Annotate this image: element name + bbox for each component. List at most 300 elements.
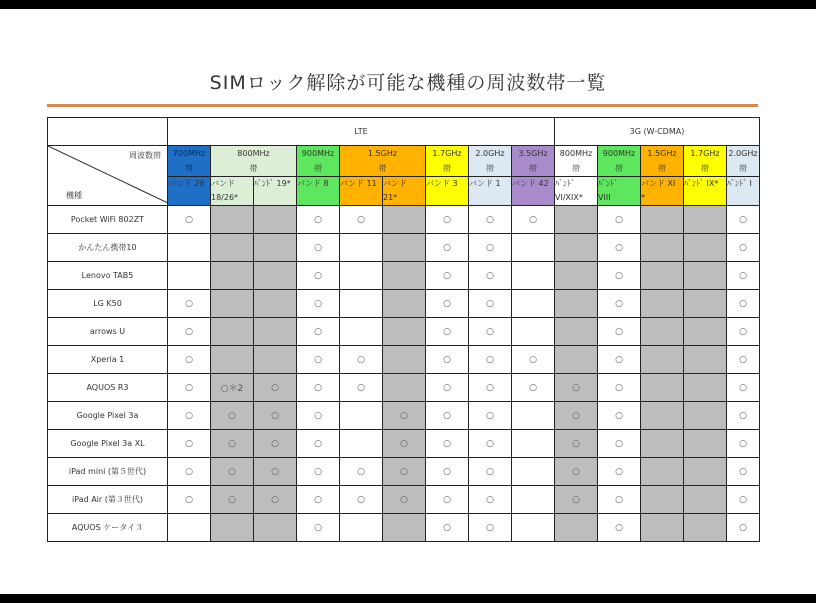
support-mark: ○ <box>443 466 451 477</box>
support-cell <box>641 374 684 402</box>
band-header-7: バンド 1 <box>469 177 512 206</box>
support-mark: ○ <box>185 382 193 393</box>
support-cell <box>555 346 598 374</box>
device-name: AQUOS ケータイ３ <box>48 514 168 542</box>
support-cell <box>727 346 760 374</box>
support-mark: ○＊2 <box>220 384 244 394</box>
table-row <box>48 402 760 430</box>
support-cell <box>211 290 254 318</box>
support-cell <box>727 374 760 402</box>
band-header-5: バンド 21* <box>383 177 426 206</box>
support-cell <box>684 262 727 290</box>
support-cell <box>168 374 211 402</box>
support-mark: ○ <box>314 438 322 449</box>
support-mark: ○ <box>228 466 236 477</box>
support-cell <box>684 234 727 262</box>
support-mark: ○ <box>228 410 236 421</box>
support-mark: ○ <box>615 270 623 281</box>
support-cell <box>469 206 512 234</box>
support-cell <box>211 318 254 346</box>
freq-header-7: 2.0GHz 帯 <box>469 146 512 177</box>
support-mark: ○ <box>615 214 623 225</box>
corner-spacer <box>48 118 168 146</box>
support-mark: ○ <box>486 466 494 477</box>
support-cell <box>211 402 254 430</box>
support-cell <box>340 514 383 542</box>
support-mark: ○ <box>486 242 494 253</box>
support-cell <box>254 486 297 514</box>
support-mark: ○ <box>314 382 322 393</box>
support-mark: ○ <box>572 438 580 449</box>
support-cell <box>598 234 641 262</box>
support-mark: ○ <box>739 354 747 365</box>
support-cell <box>254 262 297 290</box>
support-cell <box>512 458 555 486</box>
support-cell <box>254 290 297 318</box>
support-cell <box>168 234 211 262</box>
support-mark: ○ <box>185 466 193 477</box>
support-mark: ○ <box>314 494 322 505</box>
support-cell <box>512 206 555 234</box>
support-cell <box>641 234 684 262</box>
support-cell <box>684 486 727 514</box>
support-cell <box>168 262 211 290</box>
support-mark: ○ <box>739 494 747 505</box>
freq-header-6: 1.7GHz 帯 <box>426 146 469 177</box>
support-cell <box>211 262 254 290</box>
table-row <box>48 514 760 542</box>
support-mark: ○ <box>739 382 747 393</box>
support-cell <box>297 318 340 346</box>
support-mark: ○ <box>314 298 322 309</box>
support-cell <box>297 262 340 290</box>
support-cell <box>340 430 383 458</box>
support-mark: ○ <box>443 494 451 505</box>
support-cell <box>426 346 469 374</box>
corner-cell <box>48 146 168 206</box>
support-cell <box>297 346 340 374</box>
support-mark: ○ <box>185 494 193 505</box>
support-cell <box>254 374 297 402</box>
support-cell <box>641 402 684 430</box>
support-cell <box>684 430 727 458</box>
frequency-table <box>47 117 760 542</box>
support-cell <box>168 486 211 514</box>
support-cell <box>426 262 469 290</box>
support-cell <box>641 346 684 374</box>
support-mark: ○ <box>357 466 365 477</box>
support-cell <box>727 234 760 262</box>
support-cell <box>254 346 297 374</box>
support-mark: ○ <box>185 326 193 337</box>
support-mark: ○ <box>615 494 623 505</box>
support-cell <box>168 346 211 374</box>
support-mark: ○ <box>271 466 279 477</box>
band-header-6: バンド 3 <box>426 177 469 206</box>
support-mark: ○ <box>400 410 408 421</box>
support-cell <box>641 486 684 514</box>
table-row <box>48 206 760 234</box>
support-cell <box>383 514 426 542</box>
support-cell <box>383 486 426 514</box>
support-mark: ○ <box>314 214 322 225</box>
support-cell <box>727 514 760 542</box>
device-name: LG K50 <box>48 290 168 318</box>
support-mark: ○ <box>271 382 279 393</box>
support-cell <box>469 234 512 262</box>
support-mark: ○ <box>443 326 451 337</box>
device-name: Google Pixel 3a XL <box>48 430 168 458</box>
page-title: SIMロック解除が可能な機種の周波数帯一覧 <box>209 72 607 94</box>
support-cell <box>555 486 598 514</box>
support-cell <box>254 430 297 458</box>
support-cell <box>727 262 760 290</box>
device-name: かんたん携帯10 <box>48 234 168 262</box>
support-cell <box>727 458 760 486</box>
support-mark: ○ <box>185 354 193 365</box>
support-mark: ○ <box>739 298 747 309</box>
support-cell <box>426 374 469 402</box>
support-cell <box>297 206 340 234</box>
support-mark: ○ <box>443 382 451 393</box>
support-mark: ○ <box>615 298 623 309</box>
support-cell <box>512 402 555 430</box>
support-cell <box>168 514 211 542</box>
support-cell <box>641 290 684 318</box>
support-cell <box>340 374 383 402</box>
support-mark: ○ <box>443 522 451 533</box>
title-underline <box>47 104 758 107</box>
support-cell <box>469 290 512 318</box>
support-cell <box>512 486 555 514</box>
support-mark: ○ <box>357 382 365 393</box>
support-cell <box>555 514 598 542</box>
support-cell <box>684 374 727 402</box>
support-cell <box>168 402 211 430</box>
support-cell <box>426 206 469 234</box>
support-cell <box>512 374 555 402</box>
support-cell <box>684 318 727 346</box>
support-cell <box>684 458 727 486</box>
freq-header-9: 800MHz 帯 <box>555 146 598 177</box>
support-cell <box>469 346 512 374</box>
support-mark: ○ <box>615 382 623 393</box>
support-cell <box>168 318 211 346</box>
support-cell <box>297 234 340 262</box>
device-name: Google Pixel 3a <box>48 402 168 430</box>
support-mark: ○ <box>486 214 494 225</box>
support-cell <box>211 430 254 458</box>
support-mark: ○ <box>739 522 747 533</box>
support-cell <box>598 486 641 514</box>
support-cell <box>383 430 426 458</box>
support-cell <box>297 486 340 514</box>
band-header-12: ﾊﾞﾝﾄﾞ IX* <box>684 177 727 206</box>
support-cell <box>512 290 555 318</box>
support-mark: ○ <box>443 298 451 309</box>
support-cell <box>469 514 512 542</box>
support-cell <box>426 290 469 318</box>
support-mark: ○ <box>572 466 580 477</box>
support-mark: ○ <box>443 438 451 449</box>
support-cell <box>684 402 727 430</box>
support-mark: ○ <box>314 522 322 533</box>
support-mark: ○ <box>185 214 193 225</box>
support-mark: ○ <box>314 410 322 421</box>
support-cell <box>168 458 211 486</box>
device-name: AQUOS R3 <box>48 374 168 402</box>
support-cell <box>469 318 512 346</box>
support-cell <box>254 206 297 234</box>
support-mark: ○ <box>615 438 623 449</box>
freq-header-4: 1.5GHz 帯 <box>340 146 426 177</box>
support-cell <box>469 430 512 458</box>
freq-header-0: 700MHz 帯 <box>168 146 211 177</box>
support-cell <box>297 402 340 430</box>
support-mark: ○ <box>185 438 193 449</box>
support-cell <box>340 458 383 486</box>
support-cell <box>598 514 641 542</box>
frequency-header-row <box>48 146 760 177</box>
support-cell <box>598 458 641 486</box>
support-cell <box>340 346 383 374</box>
support-cell <box>512 234 555 262</box>
support-cell <box>598 290 641 318</box>
support-cell <box>727 318 760 346</box>
support-cell <box>426 458 469 486</box>
freq-header-1: 800MHz 帯 <box>211 146 297 177</box>
support-mark: ○ <box>185 298 193 309</box>
support-cell <box>383 346 426 374</box>
support-cell <box>211 514 254 542</box>
support-mark: ○ <box>314 326 322 337</box>
slide <box>0 9 816 594</box>
support-cell <box>469 374 512 402</box>
support-cell <box>512 346 555 374</box>
support-mark: ○ <box>615 242 623 253</box>
support-mark: ○ <box>739 438 747 449</box>
support-mark: ○ <box>357 214 365 225</box>
support-cell <box>555 290 598 318</box>
support-cell <box>641 430 684 458</box>
support-mark: ○ <box>443 214 451 225</box>
freq-header-10: 900MHz 帯 <box>598 146 641 177</box>
support-cell <box>340 234 383 262</box>
support-cell <box>555 206 598 234</box>
band-header-4: バンド 11 <box>340 177 383 206</box>
support-cell <box>383 374 426 402</box>
table-row <box>48 318 760 346</box>
device-name: iPad Air (第３世代) <box>48 486 168 514</box>
support-mark: ○ <box>486 522 494 533</box>
support-mark: ○ <box>486 298 494 309</box>
support-cell <box>426 486 469 514</box>
support-cell <box>598 206 641 234</box>
freq-header-13: 2.0GHz 帯 <box>727 146 760 177</box>
support-cell <box>684 290 727 318</box>
table-row <box>48 458 760 486</box>
support-cell <box>297 458 340 486</box>
band-header-2: ﾊﾞﾝﾄﾞ 19* <box>254 177 297 206</box>
support-cell <box>512 318 555 346</box>
support-mark: ○ <box>486 438 494 449</box>
band-header-0: バンド 28 <box>168 177 211 206</box>
support-cell <box>211 374 254 402</box>
support-mark: ○ <box>739 214 747 225</box>
support-mark: ○ <box>400 494 408 505</box>
support-mark: ○ <box>529 382 537 393</box>
support-cell <box>684 514 727 542</box>
band-header-9: ﾊﾞﾝﾄﾞ VI/XIX* <box>555 177 598 206</box>
support-cell <box>254 458 297 486</box>
support-cell <box>469 402 512 430</box>
support-cell <box>340 402 383 430</box>
support-cell <box>168 206 211 234</box>
support-mark: ○ <box>400 438 408 449</box>
support-cell <box>297 514 340 542</box>
support-mark: ○ <box>486 494 494 505</box>
support-cell <box>641 514 684 542</box>
table-row <box>48 234 760 262</box>
device-name: iPad mini (第５世代) <box>48 458 168 486</box>
support-cell <box>684 206 727 234</box>
support-mark: ○ <box>615 354 623 365</box>
support-mark: ○ <box>443 242 451 253</box>
freq-header-11: 1.5GHz 帯 <box>641 146 684 177</box>
support-cell <box>297 290 340 318</box>
freq-header-12: 1.7GHz 帯 <box>684 146 727 177</box>
support-cell <box>211 206 254 234</box>
support-mark: ○ <box>400 466 408 477</box>
support-cell <box>383 318 426 346</box>
support-cell <box>641 262 684 290</box>
support-mark: ○ <box>443 354 451 365</box>
support-mark: ○ <box>615 522 623 533</box>
support-mark: ○ <box>529 354 537 365</box>
support-mark: ○ <box>529 214 537 225</box>
support-mark: ○ <box>314 466 322 477</box>
support-mark: ○ <box>739 242 747 253</box>
support-mark: ○ <box>739 326 747 337</box>
table-row <box>48 290 760 318</box>
support-cell <box>383 206 426 234</box>
support-cell <box>555 402 598 430</box>
support-cell <box>426 234 469 262</box>
support-cell <box>383 458 426 486</box>
support-mark: ○ <box>443 270 451 281</box>
support-mark: ○ <box>572 382 580 393</box>
support-cell <box>555 374 598 402</box>
support-mark: ○ <box>739 410 747 421</box>
support-cell <box>426 514 469 542</box>
support-cell <box>168 290 211 318</box>
support-cell <box>383 290 426 318</box>
support-cell <box>340 318 383 346</box>
band-header-1: バンド 18/26* <box>211 177 254 206</box>
table-row <box>48 374 760 402</box>
support-cell <box>469 486 512 514</box>
support-mark: ○ <box>486 270 494 281</box>
support-cell <box>383 234 426 262</box>
support-cell <box>512 262 555 290</box>
support-mark: ○ <box>572 494 580 505</box>
support-mark: ○ <box>271 410 279 421</box>
support-mark: ○ <box>314 270 322 281</box>
corner-frequency-label: 周波数帯 <box>129 151 161 160</box>
device-name: arrows U <box>48 318 168 346</box>
support-mark: ○ <box>615 466 623 477</box>
support-cell <box>684 346 727 374</box>
support-cell <box>426 402 469 430</box>
support-mark: ○ <box>739 270 747 281</box>
support-cell <box>555 430 598 458</box>
corner-device-label: 機種 <box>66 191 82 200</box>
support-cell <box>340 206 383 234</box>
support-cell <box>598 402 641 430</box>
support-cell <box>555 234 598 262</box>
support-mark: ○ <box>357 494 365 505</box>
support-cell <box>641 318 684 346</box>
support-cell <box>254 514 297 542</box>
support-mark: ○ <box>486 326 494 337</box>
support-mark: ○ <box>486 410 494 421</box>
band-header-13: ﾊﾞﾝﾄﾞ I <box>727 177 760 206</box>
support-mark: ○ <box>615 326 623 337</box>
support-cell <box>254 402 297 430</box>
support-cell <box>555 262 598 290</box>
support-cell <box>426 318 469 346</box>
support-cell <box>727 402 760 430</box>
support-cell <box>297 374 340 402</box>
support-cell <box>383 262 426 290</box>
band-header-8: バンド 42 <box>512 177 555 206</box>
support-cell <box>641 206 684 234</box>
support-mark: ○ <box>486 382 494 393</box>
support-cell <box>168 430 211 458</box>
support-cell <box>383 402 426 430</box>
support-cell <box>641 458 684 486</box>
table-row <box>48 262 760 290</box>
support-mark: ○ <box>271 494 279 505</box>
support-cell <box>598 262 641 290</box>
support-mark: ○ <box>228 438 236 449</box>
support-mark: ○ <box>271 438 279 449</box>
support-cell <box>297 430 340 458</box>
support-mark: ○ <box>443 410 451 421</box>
support-mark: ○ <box>357 354 365 365</box>
device-name: Pocket WiFi 802ZT <box>48 206 168 234</box>
support-cell <box>254 318 297 346</box>
support-cell <box>727 206 760 234</box>
support-mark: ○ <box>185 410 193 421</box>
support-cell <box>211 346 254 374</box>
support-cell <box>211 458 254 486</box>
support-cell <box>340 290 383 318</box>
support-mark: ○ <box>314 242 322 253</box>
band-header-10: ﾊﾞﾝﾄﾞ VIII <box>598 177 641 206</box>
support-mark: ○ <box>739 466 747 477</box>
lte-group-header: LTE <box>168 118 555 146</box>
support-cell <box>469 262 512 290</box>
support-cell <box>727 290 760 318</box>
support-cell <box>598 430 641 458</box>
support-cell <box>469 458 512 486</box>
support-cell <box>598 374 641 402</box>
support-mark: ○ <box>314 354 322 365</box>
support-cell <box>512 514 555 542</box>
band-header-11: バンド XI * <box>641 177 684 206</box>
support-cell <box>340 486 383 514</box>
